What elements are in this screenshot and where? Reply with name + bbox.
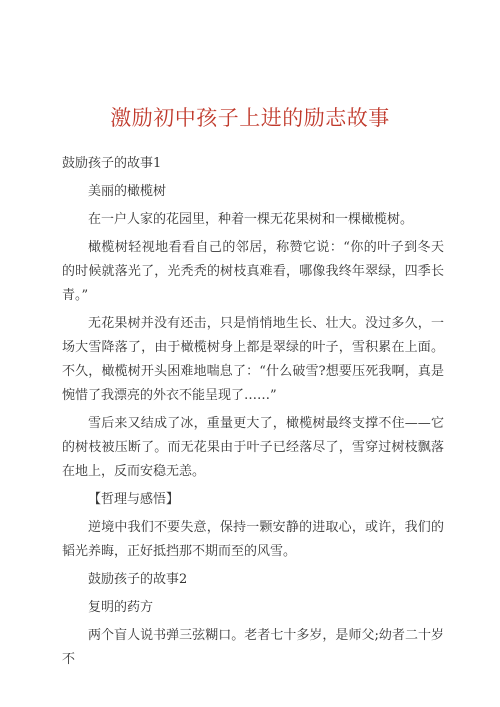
- paragraph-story-title-1: 美丽的橄榄树: [88, 184, 167, 199]
- paragraph: 两个盲人说书弹三弦糊口。老者七十多岁，是师父;幼者二十岁不: [62, 628, 444, 667]
- document-title: 激励初中孩子上进的励志故事: [110, 106, 390, 130]
- paragraph-insight-heading: 【哲理与感悟】: [88, 492, 180, 507]
- document-body: [62, 152, 444, 676]
- paragraph: 无花果树并没有还击，只是悄悄地生长、壮大。没过多久，一场大雪降落了，由于橄榄树身上都是翠绿的叶子，雪积累在上面。不久，橄榄树开头困难地喘息了：“什么破雪?想要压死我啊，真是惋惜了我漂亮的外衣不能呈现了……”: [62, 316, 444, 403]
- paragraph-story-title-2: 复明的药方: [88, 600, 154, 615]
- paragraph-section-heading-1: 鼓励孩子的故事1: [62, 156, 162, 171]
- paragraph: 雪后来又结成了冰，重量更大了，橄榄树最终支撑不住——它的树枝被压断了。而无花果由于叶子已经落尽了，雪穿过树枝飘落在地上，反而安稳无恙。: [62, 416, 444, 479]
- paragraph-section-heading-2: 鼓励孩子的故事2: [88, 572, 188, 587]
- paragraph: 在一户人家的花园里，种着一棵无花果树和一棵橄榄树。: [88, 212, 414, 227]
- paragraph: 橄榄树轻视地看看自己的邻居，称赞它说：“你的叶子到冬天的时候就落光了，光秃秃的树枝真难看，哪像我终年翠绿，四季长青。”: [62, 240, 444, 303]
- paragraph: 逆境中我们不要失意，保持一颗安静的进取心，或许，我们的韬光养晦，正好抵挡那不期而至的风雪。: [62, 520, 444, 559]
